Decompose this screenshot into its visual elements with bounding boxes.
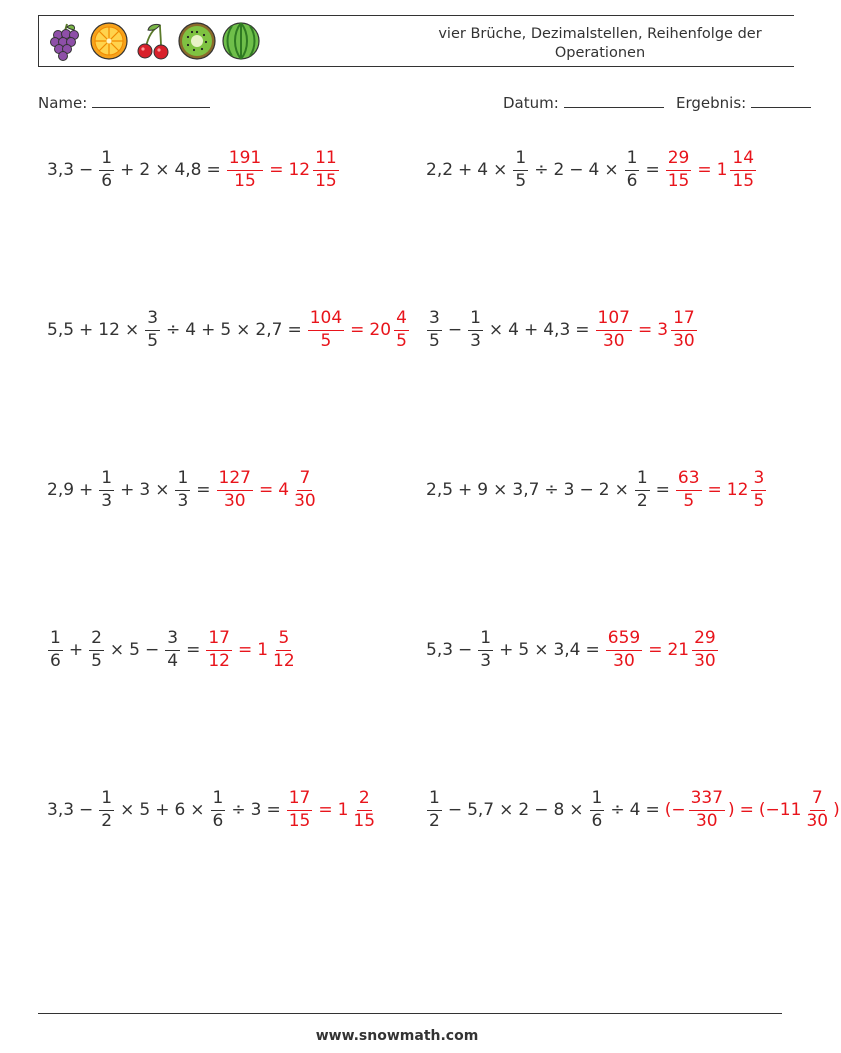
denominator: 5 [429, 330, 440, 351]
problem-answer [204, 629, 298, 671]
denominator: 5 [147, 330, 159, 351]
denominator: 30 [613, 650, 635, 671]
operator: = [575, 320, 590, 340]
denominator: 6 [101, 170, 113, 191]
denominator: 15 [288, 810, 311, 831]
operator: × [614, 480, 629, 500]
numerator: 104 [308, 309, 344, 331]
operator: × [120, 800, 135, 820]
operator: = [697, 160, 712, 180]
denominator: 2 [636, 490, 648, 511]
number: 2 [139, 160, 151, 180]
number: 8 [553, 800, 565, 820]
operator: × [534, 640, 549, 660]
numerator: 1 [478, 629, 493, 651]
problem-answer [306, 309, 411, 351]
numerator: 191 [227, 149, 263, 171]
problem-answer [594, 309, 699, 351]
fraction [689, 789, 725, 831]
denominator: 4 [167, 650, 179, 671]
number: ) [728, 800, 735, 820]
number: 5 [139, 800, 151, 820]
problem-answer [674, 469, 768, 511]
fraction [625, 149, 640, 191]
number: 3,3 [47, 160, 75, 180]
denominator: 15 [315, 170, 337, 191]
fruit-icons [45, 21, 261, 61]
problem-question [46, 469, 215, 511]
denominator: 6 [626, 170, 638, 191]
fraction [145, 309, 160, 351]
date-label: Datum: [503, 94, 559, 112]
number: 5 [220, 320, 232, 340]
numerator: 3 [165, 629, 180, 651]
denominator: 3 [470, 330, 481, 351]
operator: = [186, 640, 201, 660]
operator: × [124, 320, 140, 340]
problem-answer [225, 149, 341, 191]
number: 4 [629, 800, 641, 820]
numerator: 2 [357, 789, 372, 811]
operator: + [68, 640, 84, 660]
operator: = [707, 480, 722, 500]
denominator: 15 [732, 170, 755, 191]
operator: = [206, 160, 221, 180]
problem-question [425, 309, 594, 351]
number: 3,7 [512, 480, 540, 500]
operator: × [499, 800, 514, 820]
kiwi-icon [177, 21, 217, 61]
problem-9 [46, 780, 379, 840]
fraction [671, 309, 697, 351]
operator: = [258, 480, 274, 500]
number: 3 [563, 480, 575, 500]
problem-10 [425, 780, 841, 840]
number: 9 [477, 480, 489, 500]
fraction [292, 469, 318, 511]
number: 4 [185, 320, 197, 340]
fraction [89, 629, 104, 671]
footer-divider [38, 1013, 782, 1014]
numerator: 1 [211, 789, 226, 811]
fraction [606, 629, 642, 671]
number: 12 [98, 320, 120, 340]
numerator: 127 [217, 469, 253, 491]
numerator: 11 [313, 149, 339, 171]
operator: ÷ [534, 160, 549, 180]
number: 21 [667, 640, 690, 660]
date-field [503, 93, 664, 112]
fraction [308, 309, 344, 351]
fraction [692, 629, 718, 671]
problem-7 [46, 620, 299, 680]
operator: = [318, 800, 333, 820]
operator: − [79, 800, 94, 820]
operator: × [569, 800, 584, 820]
denominator: 5 [753, 490, 765, 511]
fraction [478, 629, 493, 671]
fraction [676, 469, 702, 511]
number: 3,4 [553, 640, 581, 660]
operator: = [196, 480, 211, 500]
fraction [206, 629, 232, 671]
fraction [751, 469, 766, 511]
operator: ÷ [166, 320, 181, 340]
numerator: 107 [596, 309, 632, 331]
numerator: 17 [287, 789, 313, 811]
operator: − [458, 640, 473, 660]
problem-5 [46, 460, 320, 520]
operator: − [534, 800, 549, 820]
operator: − [144, 640, 160, 660]
fraction [635, 469, 650, 511]
worksheet-header [38, 15, 794, 67]
numerator: 17 [671, 309, 697, 331]
operator: + [155, 800, 170, 820]
numerator: 1 [427, 789, 442, 811]
problem-question [425, 629, 604, 671]
operator: − [579, 480, 594, 500]
operator: − [79, 160, 94, 180]
fraction [513, 149, 528, 191]
operator: × [190, 800, 205, 820]
operator: + [523, 320, 539, 340]
operator: = [637, 320, 653, 340]
operator: × [155, 480, 170, 500]
operator: × [155, 160, 170, 180]
fraction [271, 629, 297, 671]
problem-answer [215, 469, 320, 511]
numerator: 14 [730, 149, 756, 171]
footer-website: www.snowmath.com [315, 1028, 479, 1044]
number: 3 [250, 800, 262, 820]
numerator: 63 [676, 469, 702, 491]
denominator: 30 [294, 490, 316, 511]
fraction [99, 469, 114, 511]
numerator: 337 [689, 789, 725, 811]
number: 4 [477, 160, 489, 180]
number: 2,9 [47, 480, 75, 500]
fraction [99, 149, 114, 191]
operator: × [493, 480, 508, 500]
name-blank [92, 93, 210, 108]
date-blank [564, 93, 664, 108]
denominator: 3 [480, 650, 492, 671]
operator: + [458, 480, 473, 500]
number: 4,3 [543, 320, 571, 340]
problem-question [46, 629, 204, 671]
number: 1 [716, 160, 728, 180]
operator: = [237, 640, 253, 660]
number: 12 [288, 160, 311, 180]
denominator: 12 [208, 650, 230, 671]
number: 20 [369, 320, 392, 340]
fraction [590, 789, 605, 831]
number: ) [833, 800, 840, 820]
denominator: 5 [91, 650, 102, 671]
number: 12 [726, 480, 749, 500]
number: 2,2 [426, 160, 454, 180]
operator: ÷ [231, 800, 246, 820]
number: 3 [657, 320, 669, 340]
number: 1 [257, 640, 269, 660]
operator: − [447, 320, 463, 340]
number: 5 [518, 640, 530, 660]
fraction [427, 309, 442, 351]
cherries-icon [133, 21, 173, 61]
operator: + [458, 160, 473, 180]
fraction [287, 789, 313, 831]
numerator: 1 [625, 149, 640, 171]
number: 5,3 [426, 640, 454, 660]
numerator: 1 [513, 149, 528, 171]
numerator: 1 [175, 469, 190, 491]
number: 4,8 [174, 160, 202, 180]
operator: − [447, 800, 463, 820]
problem-question [46, 149, 225, 191]
operator: = [269, 160, 284, 180]
numerator: 3 [145, 309, 160, 331]
operator: = [287, 320, 302, 340]
operator: × [488, 320, 504, 340]
numerator: 1 [99, 149, 114, 171]
fraction [666, 149, 692, 191]
fraction [48, 629, 63, 671]
numerator: 1 [468, 309, 483, 331]
numerator: 29 [692, 629, 718, 651]
operator: = [266, 800, 281, 820]
denominator: 30 [223, 490, 246, 511]
operator: = [645, 160, 660, 180]
numerator: 1 [99, 469, 114, 491]
fraction [99, 789, 114, 831]
problem-answer [285, 789, 379, 831]
operator: + [499, 640, 514, 660]
watermelon-icon [221, 21, 261, 61]
number: 4 [278, 480, 290, 500]
fraction [211, 789, 226, 831]
denominator: 3 [177, 490, 189, 511]
operator: − [569, 160, 584, 180]
problem-question [425, 149, 664, 191]
problem-question [46, 309, 306, 351]
grapes-icon [45, 21, 85, 61]
operator: ÷ [610, 800, 625, 820]
result-blank [751, 93, 811, 108]
problem-3 [46, 300, 411, 360]
fraction [351, 789, 377, 831]
problem-answer [664, 149, 758, 191]
denominator: 30 [694, 650, 716, 671]
number: 5,5 [47, 320, 75, 340]
denominator: 6 [212, 810, 224, 831]
number: 2 [518, 800, 530, 820]
operator: = [645, 800, 660, 820]
worksheet-title: vier Brüche, Dezimalstellen, Reihenfolge der Operationen [438, 26, 762, 61]
denominator: 30 [602, 330, 625, 351]
problem-6 [425, 460, 768, 520]
operator: + [79, 480, 94, 500]
number: 3,3 [47, 800, 75, 820]
number: 2 [598, 480, 610, 500]
denominator: 2 [429, 810, 440, 831]
problem-question [46, 789, 285, 831]
operator: + [201, 320, 216, 340]
numerator: 3 [751, 469, 766, 491]
result-label: Ergebnis: [676, 94, 747, 112]
number: 4 [588, 160, 600, 180]
fraction [427, 789, 442, 831]
numerator: 17 [206, 629, 232, 651]
denominator: 6 [50, 650, 61, 671]
operator: = [739, 800, 754, 820]
numerator: 1 [99, 789, 114, 811]
denominator: 5 [515, 170, 527, 191]
denominator: 12 [273, 650, 295, 671]
denominator: 6 [591, 810, 603, 831]
fraction [596, 309, 632, 351]
operator: = [655, 480, 670, 500]
fraction [165, 629, 180, 671]
numerator: 3 [427, 309, 442, 331]
fraction [394, 309, 409, 351]
number: 5,7 [467, 800, 495, 820]
fraction [175, 469, 190, 511]
problem-1 [46, 140, 341, 200]
numerator: 7 [297, 469, 312, 491]
numerator: 1 [590, 789, 605, 811]
number: (− [664, 800, 686, 820]
problem-answer [604, 629, 720, 671]
numerator: 7 [810, 789, 825, 811]
denominator: 30 [806, 810, 829, 831]
operator: = [585, 640, 600, 660]
numerator: 1 [48, 629, 63, 651]
operator: ÷ [544, 480, 559, 500]
denominator: 30 [695, 810, 718, 831]
name-field [38, 93, 210, 112]
operator: = [648, 640, 663, 660]
fraction [227, 149, 263, 191]
number: 5 [129, 640, 140, 660]
operator: + [79, 320, 94, 340]
problem-question [425, 469, 674, 511]
numerator: 5 [276, 629, 291, 651]
numerator: 659 [606, 629, 642, 651]
operator: × [109, 640, 125, 660]
number: 4 [508, 320, 519, 340]
numerator: 1 [635, 469, 650, 491]
numerator: 2 [89, 629, 104, 651]
number: 2 [553, 160, 565, 180]
numerator: 4 [394, 309, 409, 331]
problem-2 [425, 140, 758, 200]
operator: + [120, 480, 135, 500]
fraction [730, 149, 756, 191]
fraction [468, 309, 483, 351]
operator: + [120, 160, 135, 180]
fraction [313, 149, 339, 191]
denominator: 5 [683, 490, 695, 511]
number: 3 [139, 480, 151, 500]
denominator: 15 [234, 170, 256, 191]
fraction [804, 789, 830, 831]
fraction [217, 469, 253, 511]
operator: × [604, 160, 619, 180]
orange-icon [89, 21, 129, 61]
denominator: 30 [673, 330, 695, 351]
denominator: 15 [353, 810, 376, 831]
denominator: 2 [101, 810, 113, 831]
number: (−11 [758, 800, 802, 820]
denominator: 15 [667, 170, 690, 191]
denominator: 5 [320, 330, 332, 351]
denominator: 3 [101, 490, 113, 511]
problem-8 [425, 620, 720, 680]
operator: × [493, 160, 508, 180]
problem-4 [425, 300, 699, 360]
operator: = [350, 320, 365, 340]
number: 1 [337, 800, 349, 820]
number: 2,7 [255, 320, 283, 340]
result-field [676, 93, 811, 112]
number: 6 [174, 800, 186, 820]
problem-question [425, 789, 664, 831]
denominator: 5 [396, 330, 407, 351]
numerator: 29 [666, 149, 692, 171]
operator: × [236, 320, 251, 340]
number: 2,5 [426, 480, 454, 500]
name-label: Name: [38, 94, 88, 112]
problem-answer [664, 789, 841, 831]
